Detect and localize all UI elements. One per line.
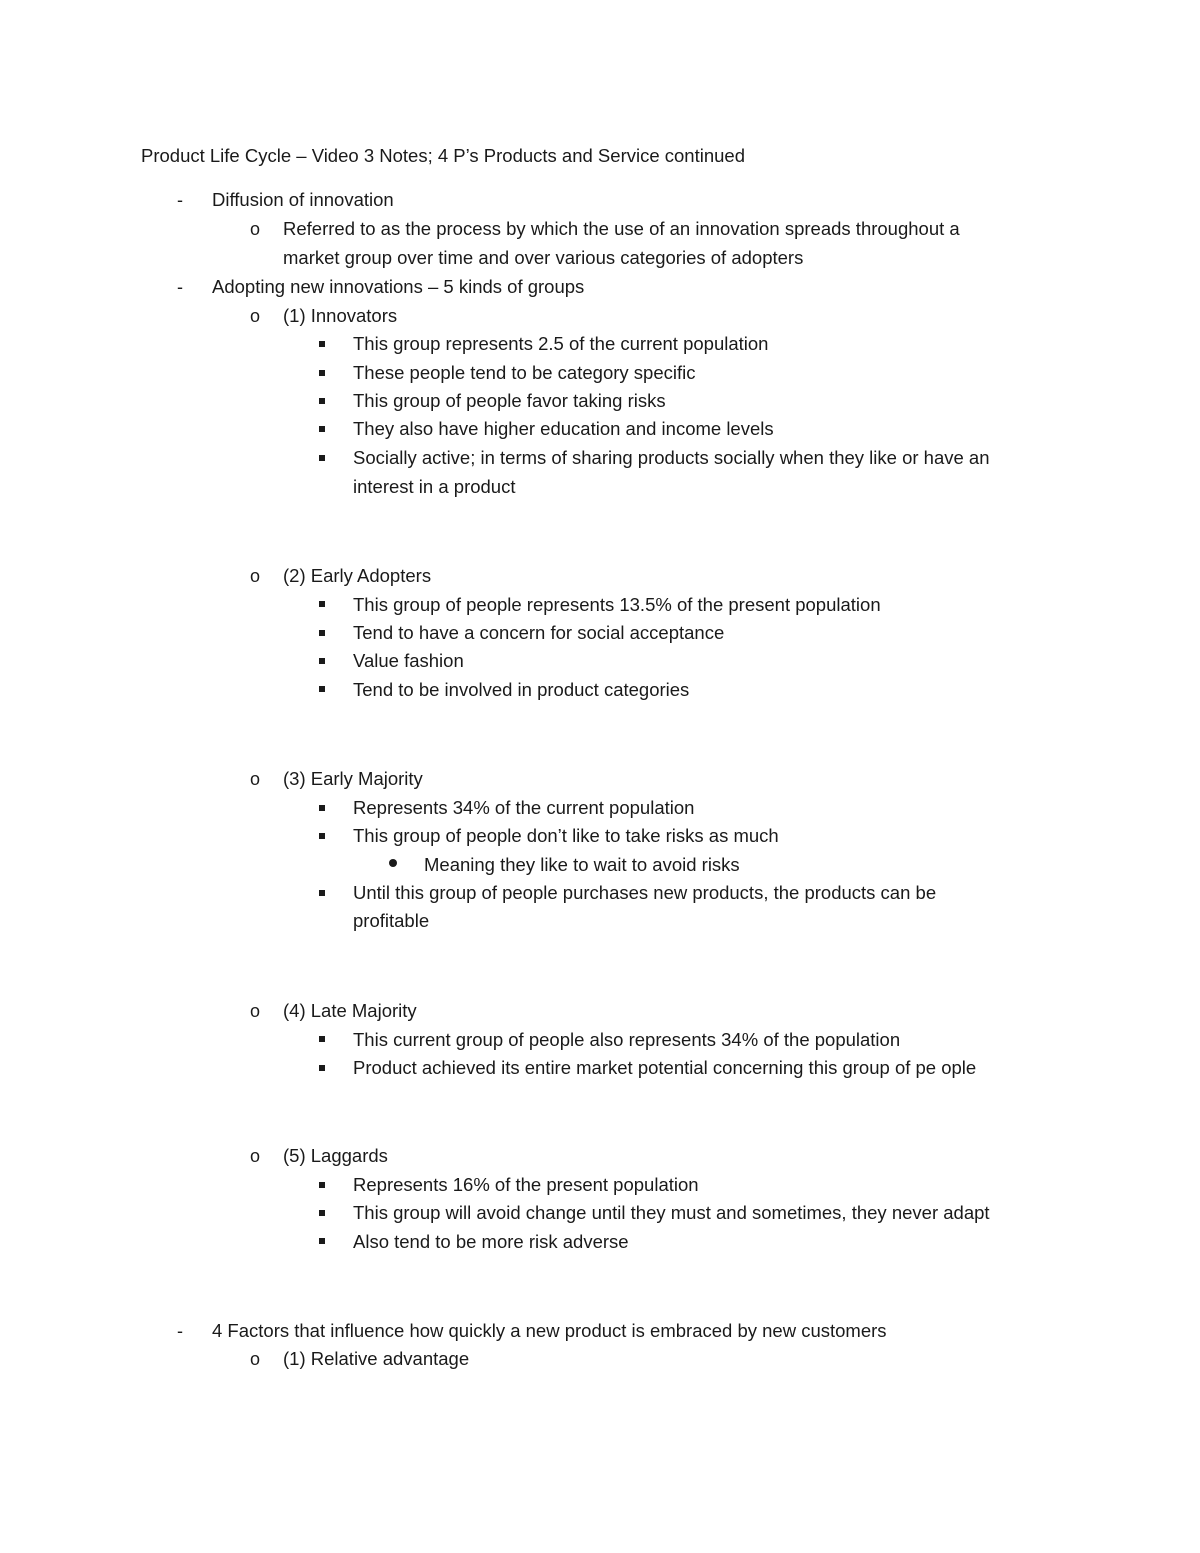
- dash-marker: -: [177, 1321, 183, 1341]
- circle-marker: o: [250, 769, 261, 789]
- round-bullet: [389, 859, 397, 867]
- square-bullet: [319, 601, 325, 607]
- bullet-point: Value fashion: [353, 650, 464, 671]
- square-bullet: [319, 341, 325, 347]
- square-bullet: [319, 1238, 325, 1244]
- list-item-continuation: market group over time and over various categories of adopters: [283, 247, 804, 268]
- group-heading: (4) Late Majority: [283, 1000, 417, 1021]
- square-bullet: [319, 1210, 325, 1216]
- circle-marker: o: [250, 1349, 261, 1369]
- bullet-point: Tend to be involved in product categories: [353, 679, 690, 700]
- list-item: Referred to as the process by which the use of an innovation spreads throughout a: [283, 218, 960, 239]
- circle-marker: o: [250, 219, 261, 239]
- circle-marker: o: [250, 566, 261, 586]
- bullet-point: Represents 34% of the current population: [353, 797, 695, 818]
- bullet-point: This group of people don’t like to take risks as much: [353, 825, 779, 846]
- group-heading: (5) Laggards: [283, 1145, 388, 1166]
- square-bullet: [319, 455, 325, 461]
- section-heading: 4 Factors that influence how quickly a new product is embraced by new customers: [212, 1320, 887, 1341]
- bullet-point: Until this group of people purchases new products, the products can be: [353, 882, 937, 903]
- square-bullet: [319, 890, 325, 896]
- section-heading: Diffusion of innovation: [212, 189, 394, 210]
- bullet-point-continuation: interest in a product: [353, 476, 516, 497]
- bullet-point: This group of people favor taking risks: [353, 390, 666, 411]
- circle-marker: o: [250, 306, 261, 326]
- bullet-point-continuation: profitable: [353, 910, 430, 931]
- square-bullet: [319, 1036, 325, 1042]
- square-bullet: [319, 426, 325, 432]
- dash-marker: -: [177, 277, 183, 297]
- square-bullet: [319, 686, 325, 692]
- dash-marker: -: [177, 190, 183, 210]
- square-bullet: [319, 398, 325, 404]
- bullet-point: Tend to have a concern for social acceptance: [353, 622, 725, 643]
- bullet-point: This group will avoid change until they must and sometimes, they never adapt: [353, 1202, 990, 1223]
- bullet-point: They also have higher education and income levels: [353, 418, 774, 439]
- list-item: (1) Relative advantage: [283, 1348, 470, 1369]
- sub-bullet-point: Meaning they like to wait to avoid risks: [424, 854, 740, 875]
- bullet-point: This group represents 2.5 of the current population: [353, 333, 769, 354]
- group-heading: (2) Early Adopters: [283, 565, 432, 586]
- square-bullet: [319, 833, 325, 839]
- bullet-point: Product achieved its entire market potential concerning this group of pe ople: [353, 1057, 977, 1078]
- page-title: Product Life Cycle – Video 3 Notes; 4 P’s Products and Service continued: [141, 145, 745, 166]
- circle-marker: o: [250, 1146, 261, 1166]
- circle-marker: o: [250, 1001, 261, 1021]
- square-bullet: [319, 370, 325, 376]
- square-bullet: [319, 805, 325, 811]
- bullet-point: Represents 16% of the present population: [353, 1174, 699, 1195]
- bullet-point: Socially active; in terms of sharing products socially when they like or have an: [353, 447, 990, 468]
- square-bullet: [319, 1182, 325, 1188]
- square-bullet: [319, 658, 325, 664]
- square-bullet: [319, 1065, 325, 1071]
- section-heading: Adopting new innovations – 5 kinds of groups: [212, 276, 585, 297]
- group-heading: (1) Innovators: [283, 305, 398, 326]
- group-heading: (3) Early Majority: [283, 768, 423, 789]
- bullet-point: These people tend to be category specific: [353, 362, 696, 383]
- bullet-point: This current group of people also represents 34% of the population: [353, 1029, 901, 1050]
- square-bullet: [319, 630, 325, 636]
- bullet-point: Also tend to be more risk adverse: [353, 1231, 629, 1252]
- bullet-point: This group of people represents 13.5% of the present population: [353, 594, 881, 615]
